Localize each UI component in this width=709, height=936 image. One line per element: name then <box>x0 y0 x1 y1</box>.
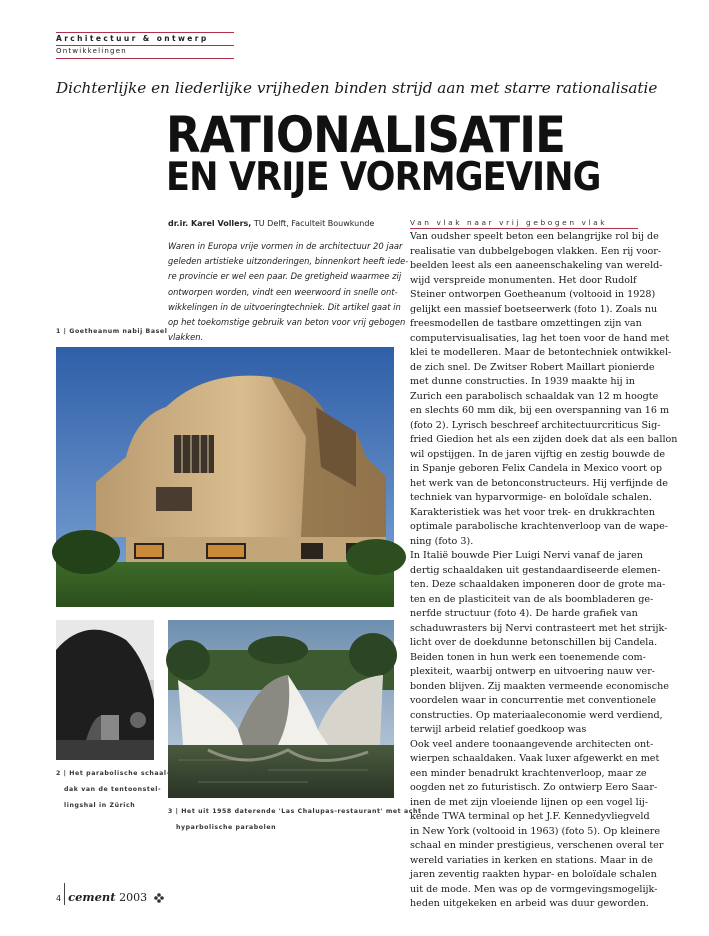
deck-subtitle: Dichterlijke en liederlijke vrijheden binden strijd aan met starre rationalisatie <box>56 79 658 97</box>
body-text-line: In Italië bouwde Pier Luigi Nervi vanaf de jaren <box>410 550 643 561</box>
body-text-line: freesmodellen de tastbare omzettingen zijn van <box>410 318 642 329</box>
body-text-line: met dunne constructies. In 1939 maakte hij in <box>410 376 635 387</box>
body-text-line: schaduwrasters bij Nervi contrasteert met het strijk- <box>410 622 668 634</box>
body-text-line: (foto 2). Lyrisch beschreef architectuurcriticus Sig- <box>410 419 661 431</box>
flower-ornament-icon <box>154 893 164 903</box>
photo-goetheanum <box>56 347 394 607</box>
body-text-line: jaren zeventig raakten hypar- en boloïdale schalen <box>410 869 657 880</box>
body-text-line: realisatie van dubbelgebogen vlakken. Een rij voor- <box>410 245 662 257</box>
body-text-line: nerfde structuur (foto 4). De harde grafiek van <box>410 608 638 619</box>
body-text-line: wil opstijgen. In de jaren vijftig en zestig bouwde de <box>410 448 666 460</box>
magazine-year: 2003 <box>115 891 148 904</box>
intro-line: wikkelingen in de uitvoeringtechniek. Dit artikel gaat in <box>168 301 401 312</box>
body-text-line: fried Giedion het als een zijden doek dat als een ballon <box>410 434 678 445</box>
byline-affiliation: TU Delft, Faculteit Bouwkunde <box>251 219 375 228</box>
goetheanum-illustration <box>56 347 394 607</box>
intro-line: re provincie er wel een paar. De gretigheid waarmee zij <box>168 271 402 282</box>
headline-line-1: RATIONALISATIE <box>166 106 565 164</box>
body-text-line: ning (foto 3). <box>410 535 474 547</box>
body-text-line: Ook veel andere toonaangevende architecten ont- <box>410 738 654 750</box>
section-heading: Van vlak naar vrij gebogen vlak <box>410 218 608 227</box>
body-text-line: schaal en minder prestigieus, verschenen overal ter <box>410 840 664 851</box>
intro-line: vlakken. <box>168 332 204 343</box>
body-text-line: beelden leest als een aaneenschakeling van wereld- <box>410 260 663 271</box>
body-text-line: Steiner ontworpen Goetheanum (voltooid in 1928) <box>410 289 656 300</box>
caption-photo-1: 1 | Goetheanum nabij Basel <box>56 328 168 335</box>
intro-paragraph <box>168 239 409 345</box>
body-text-line: ten. Deze schaaldaken imponeren door de grote ma- <box>410 579 666 590</box>
body-text-line: wijd verspreide monumenten. Het door Rudolf <box>410 274 637 286</box>
byline <box>168 219 374 228</box>
intro-line: Waren in Europa vrije vormen in de architectuur 20 jaar <box>168 241 403 251</box>
caption-photo-2: 2 | Het parabolische schaal- dak van de tentoonstel- lingshal in Zürich <box>56 770 170 809</box>
body-text-line: Beiden tonen in hun werk een toenemende com- <box>410 651 646 663</box>
body-text-line: licht over de doekdunne betonschillen bij Candela. <box>410 637 658 648</box>
body-text-column <box>410 230 678 912</box>
header-rule-middle <box>56 45 234 46</box>
body-text-line: Karakteristiek was het voor trek- en drukkrachten <box>410 506 655 518</box>
body-text-line: plexiteit, waarbij ontwerp en uitvoering nauw ver- <box>410 666 656 677</box>
body-text-line: in New York (voltooid in 1963) (foto 5). Op kleinere <box>410 825 661 837</box>
body-text-line: techniek van hyparvormige- en boloïdale schalen. <box>410 492 652 503</box>
magazine-name: cement <box>68 890 116 904</box>
body-text-line: gelijkt een massief boetseerwerk (foto 1). Zoals nu <box>410 303 658 315</box>
hypar-restaurant-illustration <box>168 620 394 798</box>
body-text-line: de zich snel. De Zwitser Robert Maillart pionierde <box>410 361 655 373</box>
body-text-line: in Spanje geboren Felix Candela in Mexico voort op <box>410 463 662 474</box>
byline-author: dr.ir. Karel Vollers, <box>168 219 252 228</box>
intro-line: geleden artistieke uitzonderingen, binnenkort heeft iede- <box>168 256 409 267</box>
body-text-line: voordelen waar in concurrentie met conventionele <box>410 695 657 706</box>
intro-line: op het toekomstige gebruik van beton voor vrij gebogen <box>168 317 406 328</box>
header-rule-top <box>56 32 234 33</box>
section-heading-rule <box>410 228 638 229</box>
body-text-line: constructies. Op materiaaleconomie werd verdiend, <box>410 709 663 721</box>
body-text-line: wierpen schaaldaken. Vaak luxer afgewerkt en met <box>410 753 660 764</box>
body-text-line: inen de met zijn vloeiende lijnen op een vogel lij- <box>410 796 648 808</box>
intro-line: ontworpen worden, vindt een weerwoord in snelle ont- <box>168 286 398 297</box>
body-text-line: dertig schaaldaken uit gestandaardiseerde elemen- <box>410 564 661 576</box>
body-text-line: ten en de plasticiteit van de als boombladeren ge- <box>410 593 654 605</box>
footer-divider <box>64 883 65 905</box>
body-text-line: wereld variaties in kerken en stations. Maar in de <box>410 854 653 866</box>
body-text-line: een minder benadrukt krachtenverloop, maar ze <box>410 767 647 779</box>
body-text-line: Van oudsher speelt beton een belangrijke rol bij de <box>410 231 659 242</box>
body-text-line: oogden net zo futuristisch. Zo ontwierp Eero Saar- <box>410 782 658 793</box>
body-text-line: computervisualisaties, lag het toen voor de hand met <box>410 332 670 344</box>
body-text-line: en slechts 60 mm dik, bij een overspanning van 16 m <box>410 405 670 416</box>
body-text-line: uit de mode. Men was op de vormgevingsmogelijk- <box>410 883 658 895</box>
photo-parabolic-shell-zurich <box>56 620 154 760</box>
body-text-line: terwijl arbeid relatief goedkoop was <box>410 724 587 735</box>
parabolic-shell-illustration <box>56 620 154 760</box>
section-label: Architectuur & ontwerp <box>56 34 209 43</box>
body-text-line: Zurich een parabolisch schaaldak van 12 m hoogte <box>410 390 659 402</box>
body-text-line: heden uitgekeken en arbeid was duur geworden. <box>410 898 649 909</box>
header-rule-bottom <box>56 58 234 59</box>
body-text-line: optimale parabolische krachtenverloop van de wape- <box>410 521 668 532</box>
body-text-line: het werk van de betonconstructeurs. Hij verfijnde de <box>410 477 668 489</box>
subsection-label: Ontwikkelingen <box>56 47 127 55</box>
photo-las-chalupas-restaurant <box>168 620 394 798</box>
page-footer <box>56 887 164 909</box>
body-text-line: kende TWA terminal op het J.F. Kennedyvliegveld <box>410 811 650 822</box>
caption-photo-3: 3 | Het uit 1958 daterende 'Las Chalupas-restaurant' met acht hyparbolische parabolen <box>168 808 422 831</box>
page-number: 4 <box>56 894 62 903</box>
headline-line-2: EN VRIJE VORMGEVING <box>166 155 601 200</box>
body-text-line: klei te modelleren. Maar de betontechniek ontwikkel- <box>410 347 672 358</box>
body-text-line: bonden blijven. Zij maakten vermeende economische <box>410 680 669 692</box>
